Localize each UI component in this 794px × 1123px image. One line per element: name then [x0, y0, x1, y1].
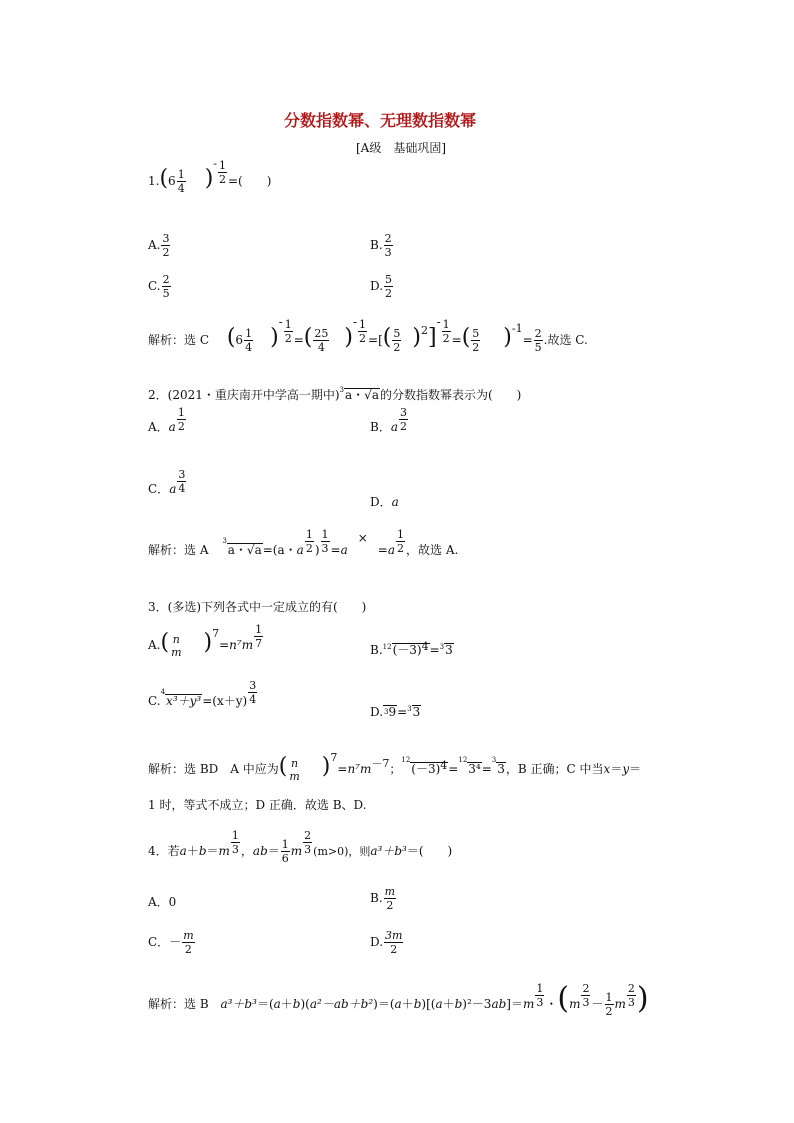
- math-term: ・: [545, 997, 558, 1011]
- option-b: [370, 640, 454, 657]
- math-term: 2: [420, 324, 428, 337]
- option-base: a: [168, 420, 176, 434]
- question-text: 4．若: [148, 844, 180, 858]
- option-label: B.: [370, 891, 383, 905]
- radical-index: 3: [222, 537, 227, 545]
- radical-index: 4: [160, 688, 166, 696]
- option-label: B．: [370, 420, 391, 434]
- math-term: =: [293, 333, 304, 347]
- math-term: =: [429, 643, 440, 657]
- math-term: a: [340, 543, 348, 557]
- radical-index: 12: [458, 756, 468, 764]
- math-term: a: [394, 997, 402, 1011]
- math-term: a: [179, 844, 187, 858]
- math-term: -1: [511, 322, 523, 335]
- option-a: [148, 406, 187, 441]
- analysis-label: 解析：选 BD A 中应为: [148, 762, 279, 776]
- math-term: m: [614, 997, 626, 1011]
- question-blank: ＝( ): [406, 844, 453, 858]
- question-text: 的分数指数幂表示为( ): [379, 388, 522, 402]
- option-d: [370, 493, 399, 510]
- option-d: [370, 273, 394, 300]
- option-fraction: $\frac{3}{2}$: [162, 232, 170, 259]
- math-term: ＋: [280, 997, 293, 1011]
- option-fraction: $\frac{m}{2}$: [183, 929, 194, 956]
- radical: (－3)4: [411, 759, 448, 776]
- option-label: A.: [148, 238, 161, 252]
- math-fraction: $\frac{5}{2}$: [472, 327, 480, 354]
- math-term: =: [451, 333, 462, 347]
- math-term: ＝: [206, 844, 219, 858]
- question-text: 2．(2021・重庆南开中学高一期中): [148, 388, 340, 402]
- option-fraction: $\frac{3}{4}$: [178, 468, 186, 495]
- math-term: )＝(: [373, 997, 395, 1011]
- math-term: ＝: [267, 844, 280, 858]
- math-fraction: $\frac{1}{4}$: [245, 327, 253, 354]
- math-term: m: [218, 844, 230, 858]
- analysis-3-line-2: 1 时，等式不成立；D 正确．故选 B、D.: [148, 798, 367, 812]
- option-value: 0: [168, 895, 177, 909]
- option-label: C.: [148, 694, 161, 708]
- analysis-1: 解析：选 C (6 $\frac{1}{4}$ )- $\frac{1}{2}$ =( $\frac{25}{4}$ )- $\frac{1}{2}$ =[( $\frac{5}{2}$ )2]- $\frac{1}{2}$ =( $\frac{5}{2}$ )-1= $\frac{2}{5}$ .故选 C.: [148, 315, 588, 354]
- math-term: －: [591, 997, 604, 1011]
- mixed-fraction: $\frac{1}{4}$: [177, 168, 185, 195]
- option-a: A.( n m )7=n⁷m $\frac{1}{7}$: [148, 623, 263, 659]
- radical: x³＋y³: [166, 694, 202, 708]
- math-term: a³＋b³: [370, 844, 407, 858]
- math-term: ]＝: [506, 997, 523, 1011]
- math-fraction: $\frac{1}{2}$: [284, 318, 292, 345]
- math-term: )²－3: [462, 997, 492, 1011]
- math-fraction: $\frac{1}{2}$: [359, 318, 367, 345]
- option-b: [370, 232, 394, 259]
- page-title: 分数指数幂、无理数指数幂: [284, 111, 477, 130]
- radical: 3: [445, 643, 453, 657]
- math-term: b: [413, 997, 422, 1011]
- math-fraction: $\frac{1}{7}$: [255, 623, 263, 650]
- math-term: .故选 C.: [543, 333, 588, 347]
- math-term: a: [387, 543, 395, 557]
- math-term: 6: [235, 333, 244, 347]
- math-term: =: [397, 705, 408, 719]
- math-term: =(a・: [262, 543, 297, 557]
- math-fraction: $\frac{1}{6}$: [281, 838, 289, 865]
- math-fraction: $\frac{2}{3}$: [582, 982, 590, 1009]
- option-c: [148, 929, 196, 956]
- option-fraction: $\frac{2}{5}$: [162, 273, 170, 300]
- option-label: B.: [370, 643, 383, 657]
- question-1: 1.(6 $\frac{1}{4}$ )- $\frac{1}{2}$ =( ): [148, 157, 272, 195]
- math-term: -: [352, 315, 358, 329]
- analysis-label: 解析：选 A: [148, 543, 209, 557]
- math-term: =: [522, 333, 533, 347]
- option-c: [148, 273, 172, 300]
- option-base: a: [391, 495, 399, 509]
- radical: 3⁴: [468, 762, 481, 776]
- option-value: －: [169, 935, 182, 949]
- option-d: [370, 929, 404, 956]
- math-term: a³＋b³: [220, 997, 257, 1011]
- radical: a・√a: [345, 388, 379, 402]
- math-term: b: [198, 844, 207, 858]
- math-term: ×: [357, 531, 368, 545]
- radical-index: 12: [382, 643, 392, 651]
- math-term: ＋: [401, 997, 414, 1011]
- math-term: ): [314, 543, 320, 557]
- math-term: a: [296, 543, 304, 557]
- math-term: －7: [371, 757, 390, 770]
- question-3: 3．(多选)下列各式中一定成立的有( ): [148, 600, 367, 614]
- math-term: ab: [252, 844, 268, 858]
- math-term: x: [603, 762, 611, 776]
- analysis-3: 解析：选 BD A 中应为( n m )7=n⁷m－7；$^{12}$(－3)4=$^{12}$3⁴=$^3$3，B 正确；C 中当x＝y＝: [148, 751, 642, 783]
- math-term: n⁷m: [347, 762, 372, 776]
- radical-index: 3: [407, 705, 412, 713]
- question-blank: =( ): [228, 174, 272, 188]
- math-term: ；: [389, 762, 402, 776]
- math-term: =: [481, 762, 492, 776]
- option-label: D.: [370, 935, 384, 949]
- option-fraction: $\frac{2}{3}$: [384, 232, 392, 259]
- question-4: [148, 829, 453, 865]
- math-fraction: $\frac{1}{2}$: [397, 528, 404, 555]
- math-term: =: [377, 543, 388, 557]
- radical-index: 12: [401, 756, 411, 764]
- math-term: ＝: [629, 762, 642, 776]
- math-fraction: $\frac{1}{2}$: [605, 991, 613, 1018]
- math-term: ＝: [610, 762, 623, 776]
- mixed-whole: 6: [168, 174, 176, 188]
- option-label: C．: [148, 935, 170, 949]
- math-fraction: $\frac{2}{5}$: [534, 327, 542, 354]
- math-term: )[(: [421, 997, 436, 1011]
- radical: $^3$9: [384, 705, 397, 719]
- option-b: [370, 406, 409, 441]
- math-term: m: [290, 844, 303, 858]
- math-term: ，B 正确；C 中当: [505, 762, 604, 776]
- math-term: ，: [240, 844, 253, 858]
- exponent-fraction: $\frac{1}{2}$: [219, 159, 226, 186]
- math-term: ab: [491, 997, 507, 1011]
- math-term: )(: [300, 997, 310, 1011]
- question-2: [148, 386, 521, 403]
- analysis-label: 解析：选 B: [148, 997, 209, 1011]
- radical-index: 3: [339, 386, 345, 394]
- option-d: [370, 705, 421, 719]
- math-term: y: [622, 762, 630, 776]
- option-fraction: $\frac{m}{2}$: [384, 885, 396, 912]
- analysis-label: 解析：选 C: [148, 333, 209, 347]
- option-a: [148, 232, 171, 259]
- math-fraction: $\frac{2}{3}$: [304, 829, 312, 856]
- math-fraction: $\frac{25}{4}$: [314, 327, 329, 354]
- math-term: =[: [368, 333, 383, 347]
- radical: 3: [412, 705, 421, 719]
- radical: a・√a: [227, 543, 262, 557]
- math-fraction: n m: [171, 632, 182, 659]
- math-term: a²－ab＋b²: [309, 997, 374, 1011]
- math-term: 7: [330, 751, 338, 764]
- math-term: 7: [212, 627, 220, 640]
- option-a: [148, 893, 176, 910]
- option-label: B.: [370, 238, 383, 252]
- option-label: A.: [148, 638, 161, 652]
- option-label: A．: [148, 895, 169, 909]
- option-fraction: $\frac{3}{2}$: [399, 406, 407, 433]
- option-fraction: $\frac{5}{2}$: [385, 273, 393, 300]
- math-term: m: [569, 997, 581, 1011]
- math-term: b: [292, 997, 301, 1011]
- math-term: (m>0)，则: [313, 845, 371, 858]
- math-term: ＝(: [256, 997, 274, 1011]
- math-term: ＋: [186, 844, 199, 858]
- option-label: D.: [370, 279, 384, 293]
- math-term: =: [337, 762, 348, 776]
- section-subtitle: [A级 基础巩固]: [356, 141, 447, 155]
- radical-index: 3: [491, 756, 497, 764]
- option-label: C.: [148, 279, 161, 293]
- math-term: -: [436, 315, 441, 329]
- question-number: 1.: [148, 174, 160, 188]
- option-label: A．: [148, 420, 169, 434]
- math-fraction: $\frac{1}{2}$: [305, 528, 313, 555]
- exponent-sign: -: [213, 157, 217, 170]
- radical: 3: [497, 762, 505, 776]
- math-term: =: [330, 543, 341, 557]
- math-term: b: [454, 997, 463, 1011]
- math-term: =(x＋y): [202, 694, 248, 708]
- option-fraction: $\frac{1}{2}$: [177, 406, 185, 433]
- radical-index: 3: [439, 643, 445, 651]
- math-fraction: $\frac{1}{2}$: [442, 318, 450, 345]
- math-term: =: [448, 762, 459, 776]
- math-fraction: $\frac{3}{4}$: [249, 679, 257, 706]
- math-term: a: [435, 997, 443, 1011]
- math-fraction: $\frac{1}{3}$: [321, 528, 329, 555]
- math-fraction: n m: [289, 756, 300, 783]
- math-fraction: $\frac{5}{2}$: [393, 327, 401, 354]
- option-c: [148, 679, 258, 715]
- math-fraction: $\frac{2}{3}$: [627, 982, 635, 1009]
- option-base: a: [390, 420, 398, 434]
- math-term: a: [273, 997, 281, 1011]
- math-fraction: $\frac{1}{3}$: [231, 829, 239, 856]
- option-c: [148, 468, 187, 503]
- option-b: [370, 885, 397, 912]
- math-term: =: [219, 638, 230, 652]
- radical: (－3)4: [392, 640, 429, 657]
- math-term: ，故选 A.: [406, 543, 459, 557]
- analysis-2: [148, 528, 459, 564]
- option-label: D．: [370, 495, 392, 509]
- math-term: n⁷m: [229, 638, 254, 652]
- math-term: ＋: [442, 997, 455, 1011]
- option-label: C．: [148, 482, 170, 496]
- analysis-4: 解析：选 B a³＋b³＝(a＋b)(a²－ab＋b²)＝(a＋b)[(a＋b)²－3ab]＝m $\frac{1}{3}$ ・(m $\frac{2}{3}$ － $\frac{1}{2}$ m $\frac{2}{3}$ ): [148, 981, 649, 1018]
- option-fraction: $\frac{3m}{2}$: [385, 929, 403, 956]
- option-label: D.: [370, 705, 384, 719]
- math-term: m: [522, 997, 535, 1011]
- math-term: -: [278, 315, 283, 329]
- math-fraction: $\frac{1}{3}$: [536, 982, 544, 1009]
- option-base: a: [169, 482, 177, 496]
